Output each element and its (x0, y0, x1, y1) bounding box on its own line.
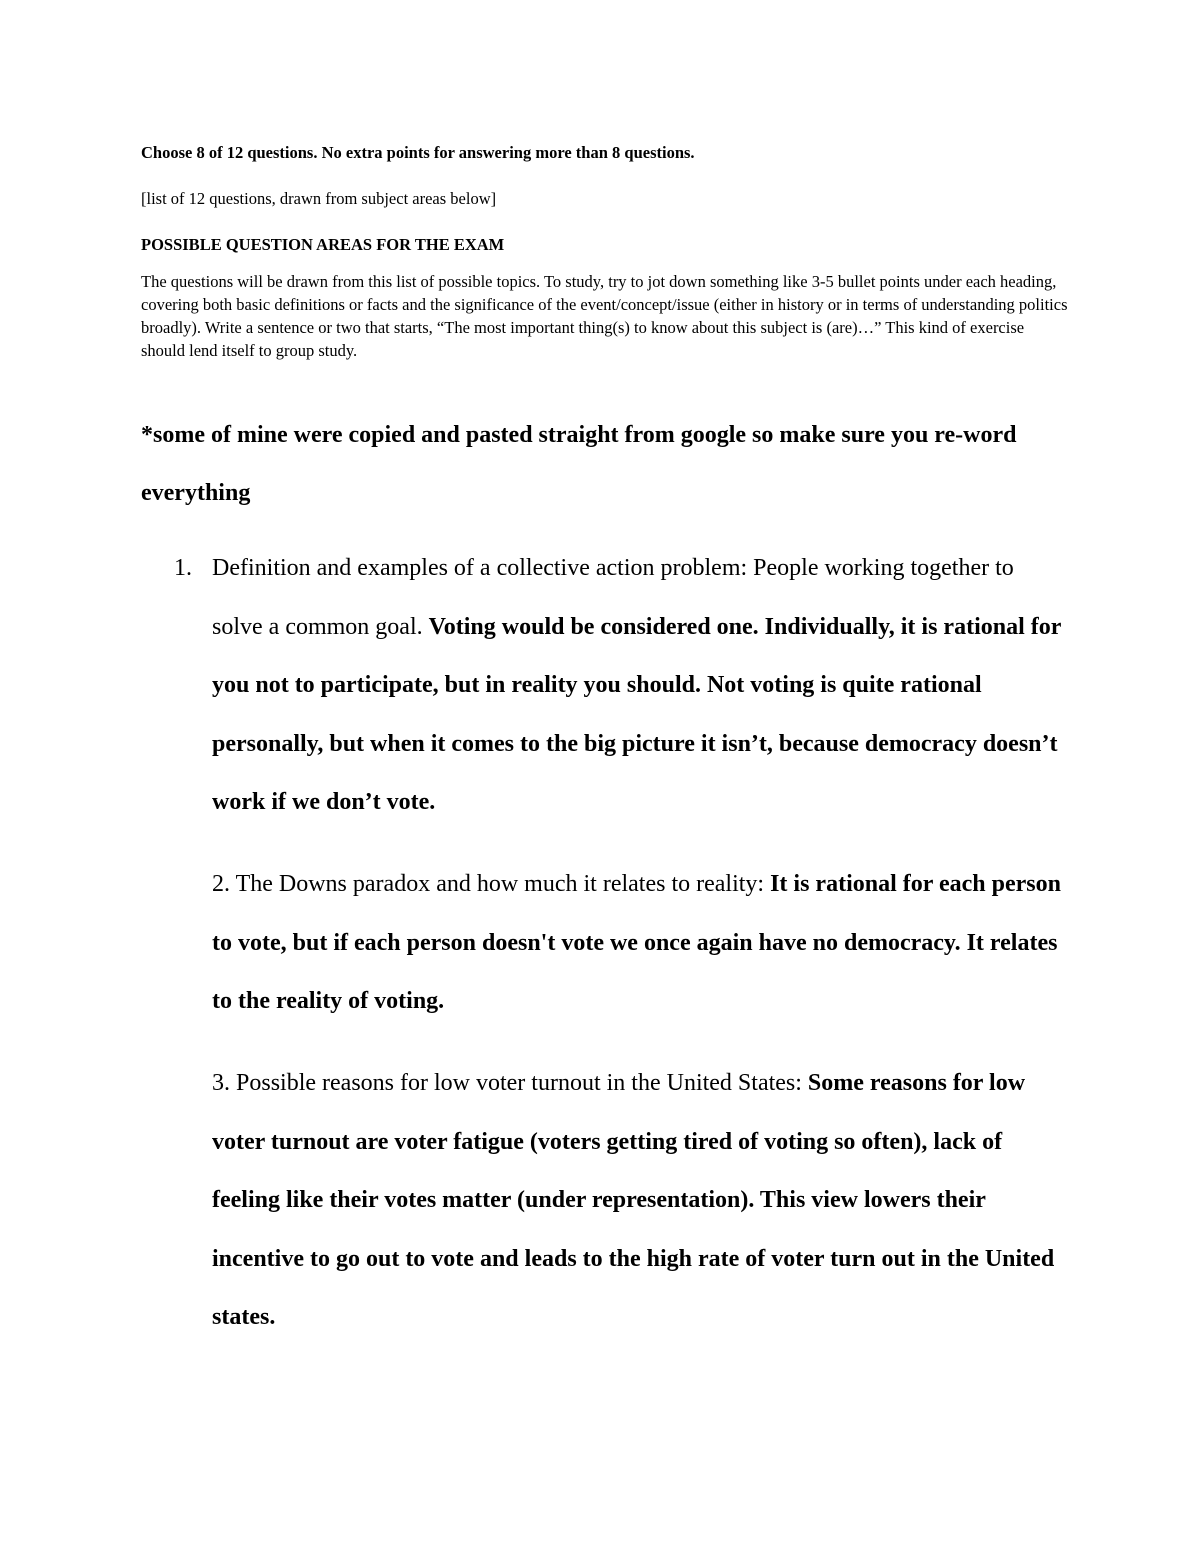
question-1-answer: Voting would be considered one. Individually, it is rational for you not to participate, but in reality you should. Not voting is quite rational personally, but when it comes to the big picture it isn’t, because democracy doesn’t work if we don’t vote. (212, 613, 1061, 815)
question-areas-heading: POSSIBLE QUESTION AREAS FOR THE EXAM (141, 235, 505, 254)
question-3 (212, 1054, 1062, 1347)
question-1-marker: 1. (174, 555, 192, 581)
question-1 (174, 539, 1062, 832)
question-2-answer: It is rational for each person to vote, but if each person doesn't vote we once again have no democracy. It relates to the reality of voting. (212, 871, 1061, 1014)
question-list-note: [list of 12 questions, drawn from subject areas below] (141, 189, 497, 208)
question-2-marker: 2. (212, 871, 230, 897)
question-2 (212, 855, 1062, 1031)
question-3-prompt: Possible reasons for low voter turnout in the United States: (236, 1070, 808, 1096)
question-3-answer: Some reasons for low voter turnout are voter fatigue (voters getting tired of voting so often), lack of feeling like their votes matter (under representation). This view lowers their incentive to go out to vote and leads to the high rate of voter turn out in the United states. (212, 1070, 1055, 1330)
question-3-marker: 3. (212, 1070, 230, 1096)
exam-instructions: Choose 8 of 12 questions. No extra points for answering more than 8 questions. (141, 143, 695, 162)
question-areas-intro: The questions will be drawn from this list of possible topics. To study, try to jot down something like 3-5 bullet points under each heading, covering both basic definitions or facts and the significance of the event/concept/issue (either in history or in terms of understanding politics broadly). Write a sentence or two that starts, “The most important thing(s) to know about this subject is (are)…” This kind of exercise should lend itself to group study. (141, 272, 1068, 360)
student-note: *some of mine were copied and pasted straight from google so make sure you re-word everything (141, 422, 1017, 506)
question-1-prompt: Definition and examples of a collective action problem: People working together to solve a common goal. (212, 555, 1014, 640)
question-2-prompt: The Downs paradox and how much it relates to reality: (235, 871, 771, 897)
